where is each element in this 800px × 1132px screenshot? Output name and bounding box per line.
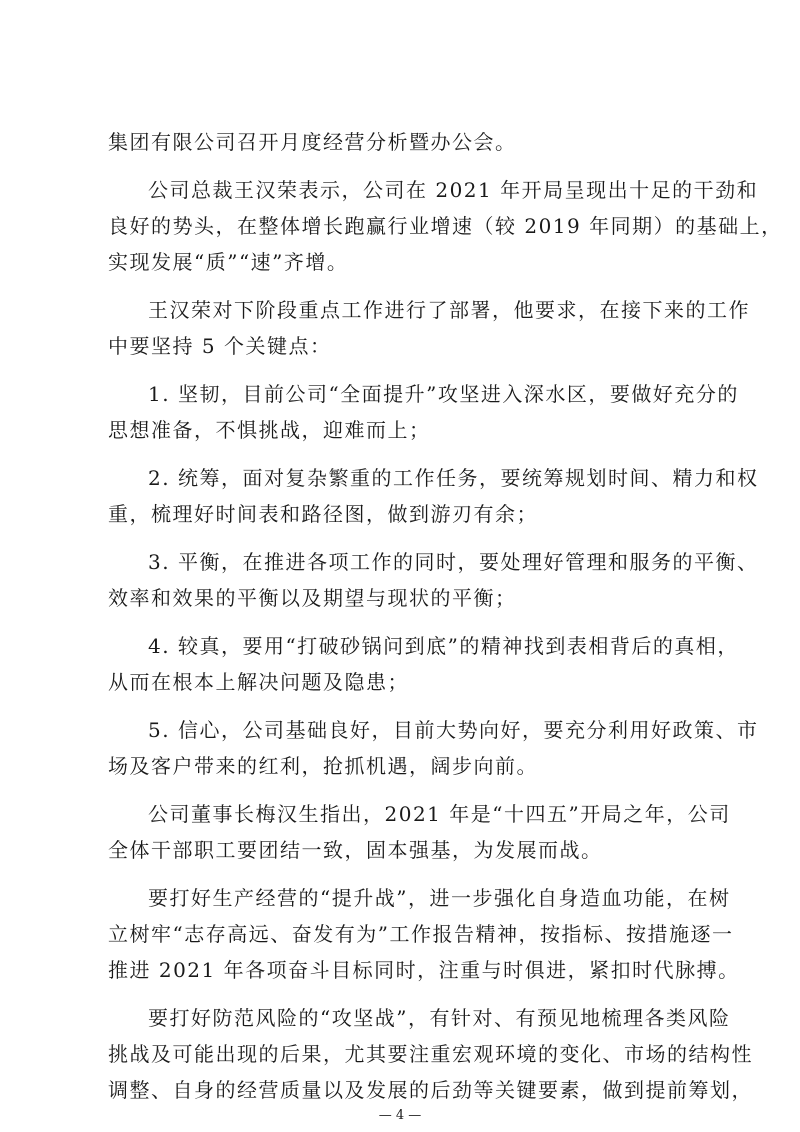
text-line: 公司董事长梅汉生指出，2021 年是“十四五”开局之年，公司 [148, 802, 731, 826]
text-line: 思想准备，不惧挑战，迎难而上； [108, 418, 431, 442]
text-line: 全体干部职工要团结一致，固本强基，为发展而战。 [108, 838, 603, 862]
text-line: 公司总裁王汉荣表示，公司在 2021 年开局呈现出十足的干劲和 [148, 178, 759, 202]
text-line: 调整、自身的经营质量以及发展的后劲等关键要素，做到提前筹划， [108, 1078, 753, 1102]
text-line: 集团有限公司召开月度经营分析暨办公会。 [108, 130, 517, 154]
text-line: 3. 平衡，在推进各项工作的同时，要处理好管理和服务的平衡、 [148, 550, 759, 574]
text-line: 推进 2021 年各项奋斗目标同时，注重与时俱进，紧扣时代脉搏。 [108, 958, 740, 982]
page-number: — 4 — [378, 1108, 422, 1123]
text-line: 中要坚持 5 个关键点： [108, 334, 332, 358]
text-line: 要打好防范风险的“攻坚战”，有针对、有预见地梳理各类风险 [148, 1006, 731, 1030]
text-line: 2. 统筹，面对复杂繁重的工作任务，要统筹规划时间、精力和权 [148, 466, 759, 490]
text-line: 场及客户带来的红利，抢抓机遇，阔步向前。 [108, 754, 538, 778]
text-line: 从而在根本上解决问题及隐患； [108, 670, 409, 694]
text-line: 4. 较真，要用“打破砂锅问到底”的精神找到表相背后的真相， [148, 634, 739, 658]
text-line: 挑战及可能出现的后果，尤其要注重宏观环境的变化、市场的结构性 [108, 1042, 753, 1066]
text-line: 王汉荣对下阶段重点工作进行了部署，他要求，在接下来的工作 [148, 298, 750, 322]
text-line: 重，梳理好时间表和路径图，做到游刃有余； [108, 502, 538, 526]
text-line: 要打好生产经营的“提升战”，进一步强化自身造血功能，在树 [148, 886, 731, 910]
text-line: 效率和效果的平衡以及期望与现状的平衡； [108, 586, 517, 610]
text-line: 1. 坚韧，目前公司“全面提升”攻坚进入深水区，要做好充分的 [148, 382, 739, 406]
text-line: 良好的势头，在整体增长跑赢行业增速（较 2019 年同期）的基础上， [108, 214, 783, 238]
text-line: 5. 信心，公司基础良好，目前大势向好，要充分利用好政策、市 [148, 718, 759, 742]
text-line: 实现发展“质”“速”齐增。 [108, 250, 349, 274]
text-line: 立树牢“志存高远、奋发有为”工作报告精神，按指标、按措施逐一 [108, 922, 734, 946]
